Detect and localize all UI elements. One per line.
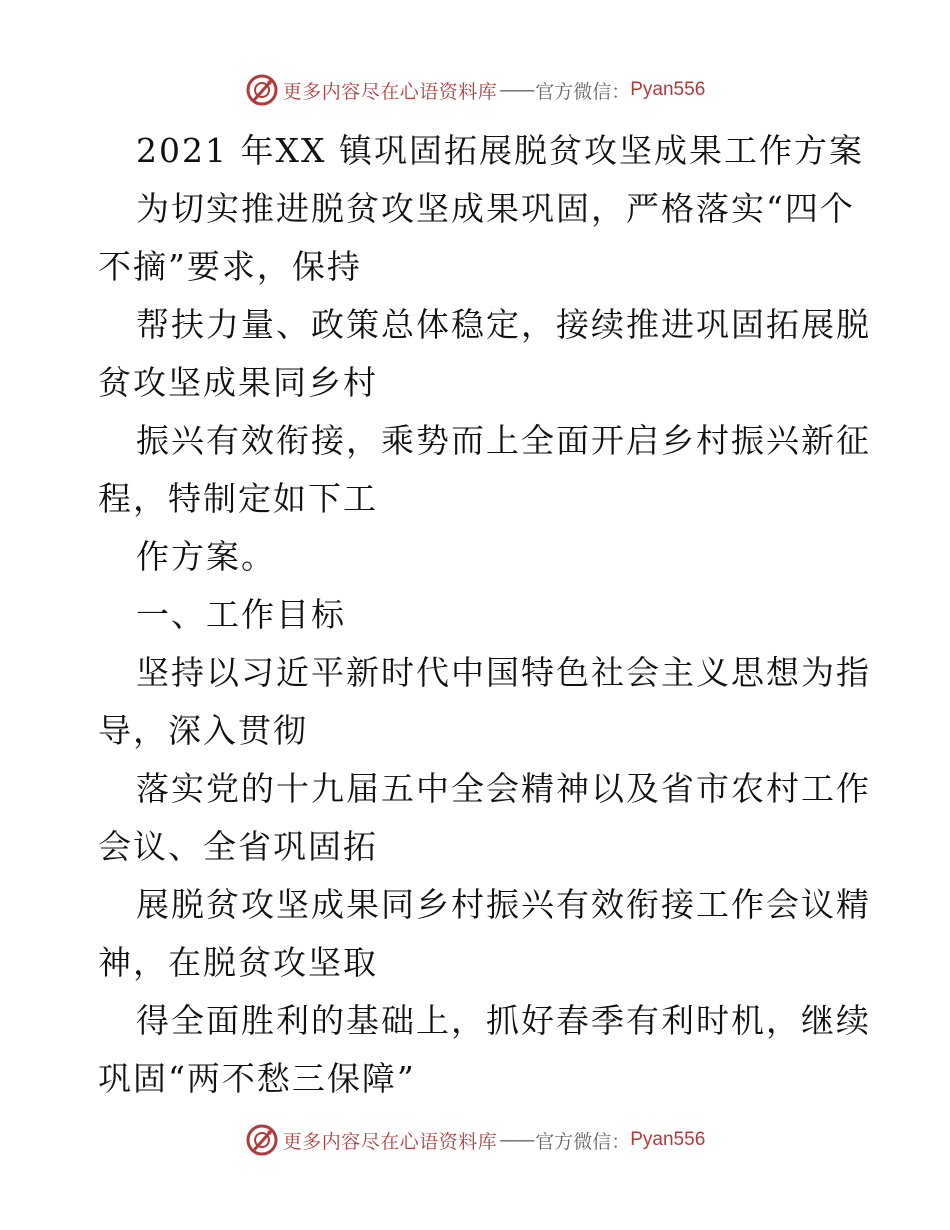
- watermark-brand: 更多内容尽在心语资料库: [282, 80, 498, 103]
- watermark-dash: ——: [499, 1129, 534, 1151]
- paragraph-line: 振兴有效衔接，乘势而上全面开启乡村振兴新征: [136, 421, 871, 460]
- watermark-brand: 更多内容尽在心语资料库: [282, 1130, 498, 1153]
- paragraph-line: 巩固“两不愁三保障”: [98, 1059, 416, 1098]
- paragraph-line: 神，在脱贫攻坚取: [98, 943, 378, 982]
- watermark-label: 官方微信：: [535, 1130, 631, 1153]
- watermark-header: [0, 70, 950, 110]
- document-body: [98, 122, 871, 1108]
- paragraph-line: 得全面胜利的基础上，抓好春季有利时机，继续: [136, 1001, 871, 1040]
- paragraph-line: 帮扶力量、政策总体稳定，接续推进巩固拓展脱: [136, 305, 871, 344]
- watermark-label: 官方微信：: [535, 80, 631, 103]
- watermark-footer: [0, 1120, 950, 1160]
- paragraph-line: 会议、全省巩固拓: [98, 827, 378, 866]
- paragraph-line: 为切实推进脱贫攻坚成果巩固，严格落实“四个: [136, 189, 855, 228]
- paragraph-line: 贫攻坚成果同乡村: [98, 363, 378, 402]
- section-heading: 一、工作目标: [136, 595, 346, 634]
- paragraph-line: 坚持以习近平新时代中国特色社会主义思想为指: [136, 653, 871, 692]
- paragraph-line: 展脱贫攻坚成果同乡村振兴有效衔接工作会议精: [136, 885, 871, 924]
- watermark-dash: ——: [499, 79, 534, 101]
- paragraph-line: 程，特制定如下工: [98, 479, 378, 518]
- watermark-wechat-id: Pyan556: [630, 1129, 706, 1150]
- brand-logo-icon: [245, 1123, 279, 1157]
- document-title: 2021 年XX 镇巩固拓展脱贫攻坚成果工作方案: [136, 131, 864, 170]
- paragraph-line: 作方案。: [136, 537, 276, 576]
- watermark-wechat-id: Pyan556: [630, 79, 706, 100]
- paragraph-line: 导，深入贯彻: [98, 711, 308, 750]
- brand-logo-icon: [245, 73, 279, 107]
- paragraph-line: 落实党的十九届五中全会精神以及省市农村工作: [136, 769, 871, 808]
- paragraph-line: 不摘”要求，保持: [98, 247, 362, 286]
